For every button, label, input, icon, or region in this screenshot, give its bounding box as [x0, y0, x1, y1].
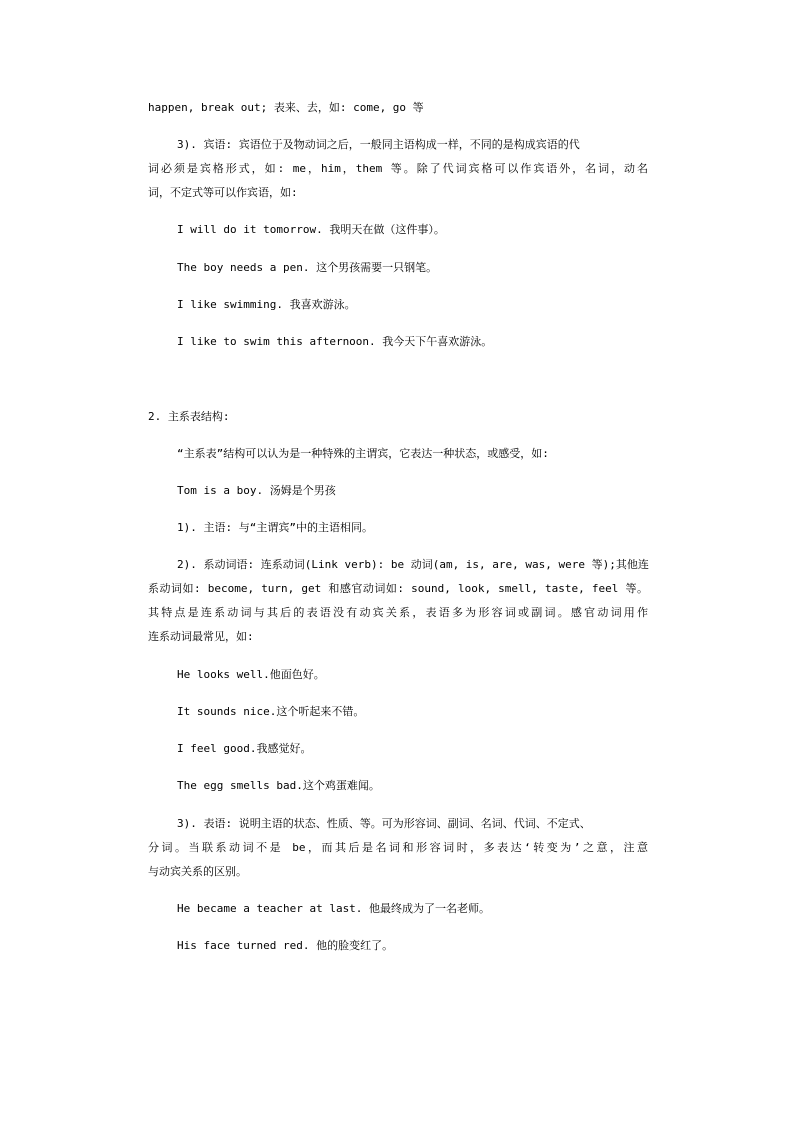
example-sentence: He became a teacher at last. 他最终成为了一名老师。 — [177, 902, 491, 915]
example-sentence: I feel good.我感觉好。 — [177, 742, 312, 755]
subsection-predicative-line: 3). 表语: 说明主语的状态、性质、等。可为形容词、副词、名词、代词、不定式、 — [177, 817, 591, 830]
example-sentence: He looks well.他面色好。 — [177, 668, 325, 681]
paragraph-line: 其特点是连系动词与其后的表语没有动宾关系，表语多为形容词或副词。感官动词用作 — [148, 606, 648, 619]
example-sentence: I will do it tomorrow. 我明天在做（这件事）。 — [177, 223, 445, 236]
example-sentence: Tom is a boy. 汤姆是个男孩 — [177, 484, 336, 497]
subsection-linking-verb-line: 2). 系动词语: 连系动词(Link verb): be 动词(am, is, are, was, were 等);其他连 — [177, 558, 649, 571]
subsection-subject-line: 1). 主语: 与“主谓宾”中的主语相同。 — [177, 521, 373, 534]
document-page — [148, 0, 648, 1123]
example-sentence: The egg smells bad.这个鸡蛋难闻。 — [177, 779, 380, 792]
paragraph-line: 词，不定式等可以作宾语，如: — [148, 186, 298, 199]
paragraph-line: 系动词如: become, turn, get 和感官动词如: sound, look, smell, taste, feel 等。 — [148, 582, 648, 595]
paragraph-line: happen, break out; 表来、去，如: come, go 等 — [148, 101, 424, 114]
example-sentence: I like to swim this afternoon. 我今天下午喜欢游泳。 — [177, 335, 493, 348]
paragraph-line: 分词。当联系动词不是 be，而其后是名词和形容词时，多表达‘转变为’之意，注意 — [148, 841, 648, 854]
paragraph-line: 连系动词最常见，如: — [148, 630, 254, 643]
paragraph-line: “主系表”结构可以认为是一种特殊的主谓宾，它表达一种状态，或感受，如: — [177, 447, 549, 460]
example-sentence: The boy needs a pen. 这个男孩需要一只钢笔。 — [177, 261, 438, 274]
example-sentence: His face turned red. 他的脸变红了。 — [177, 939, 394, 952]
example-sentence: It sounds nice.这个听起来不错。 — [177, 705, 365, 718]
paragraph-line: 与动宾关系的区别。 — [148, 865, 247, 878]
paragraph-line: 词必须是宾格形式，如: me，him，them 等。除了代词宾格可以作宾语外，名词，动名 — [148, 162, 648, 175]
section-object-heading-line: 3). 宾语: 宾语位于及物动词之后，一般同主语构成一样，不同的是构成宾语的代 — [177, 138, 580, 151]
example-sentence: I like swimming. 我喜欢游泳。 — [177, 298, 356, 311]
section-heading: 2. 主系表结构: — [148, 410, 230, 423]
